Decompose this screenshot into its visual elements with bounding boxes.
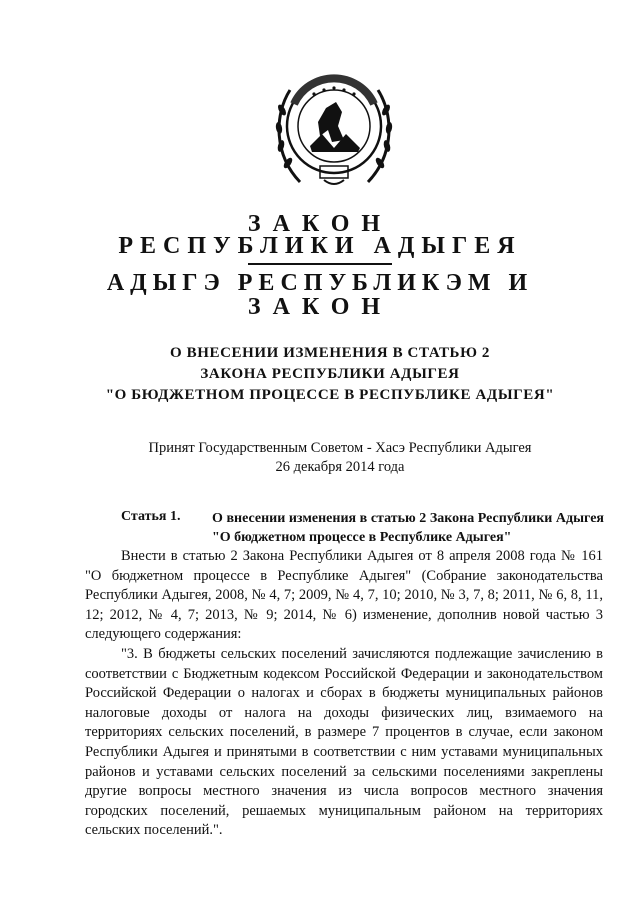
law-title-line-1: ЗАКОН [247,211,393,237]
adopted-by: Принят Государственным Советом - Хасэ Республики Адыгея [148,440,532,456]
coat-of-arms-emblem [270,60,398,196]
article-label: Статья 1. [121,509,181,524]
law-subject-line-2: ЗАКОНА РЕСПУБЛИКИ АДЫГЕЯ [200,366,460,382]
title-divider [248,263,392,265]
article-title: О внесении изменения в статью 2 Закона Республики Адыгея "О бюджетном процессе в Республике Адыгея" [212,511,604,545]
law-title-line-2: РЕСПУБЛИКИ АДЫГЕЯ [118,233,522,259]
article-paragraph-2: "3. В бюджеты сельских поселений зачисляются подлежащие зачислению в соответствии с Бюджетным кодексом Российской Федерации и законодательством Российской Федерации о налогах и сборах в бюджеты муниципальных районов налоговые доходы от налога на доходы физических лиц, взимаемого на территориях сельских поселений, в размере 7 процентов в случае, если законом Республики Адыгея и принятыми в соответствии с ним уставами муниципальных районов и уставами сельских поселений за сельскими поселениями закреплены другие вопросы местного значения из числа вопросов местного значения городских поселений, решаемых муниципальным районом на территориях сельских поселений.". [85,646,603,839]
law-title-line-4: ЗАКОН [247,294,393,320]
law-subject-line-3: "О БЮДЖЕТНОМ ПРОЦЕССЕ В РЕСПУБЛИКЕ АДЫГЕЯ" [105,387,555,403]
law-title-line-3: АДЫГЭ РЕСПУБЛИКЭМ И [106,270,534,296]
adoption-date: 26 декабря 2014 года [275,459,405,475]
article-paragraph-1: Внести в статью 2 Закона Республики Адыгея от 8 апреля 2008 года № 161 "О бюджетном процессе в Республике Адыгея" (Собрание законодательства Республики Адыгея, 2008, № 4, 7; 2009, № 4, 7, 10; 2010, № 3, 7, 8; 2011, № 6, 8, 11, 12; 2012, № 4, 7; 2013, № 9; 2014, № 6) изменение, дополнив новой частью 3 следующего содержания: [85,548,603,643]
law-subject-line-1: О ВНЕСЕНИИ ИЗМЕНЕНИЯ В СТАТЬЮ 2 [169,345,491,361]
